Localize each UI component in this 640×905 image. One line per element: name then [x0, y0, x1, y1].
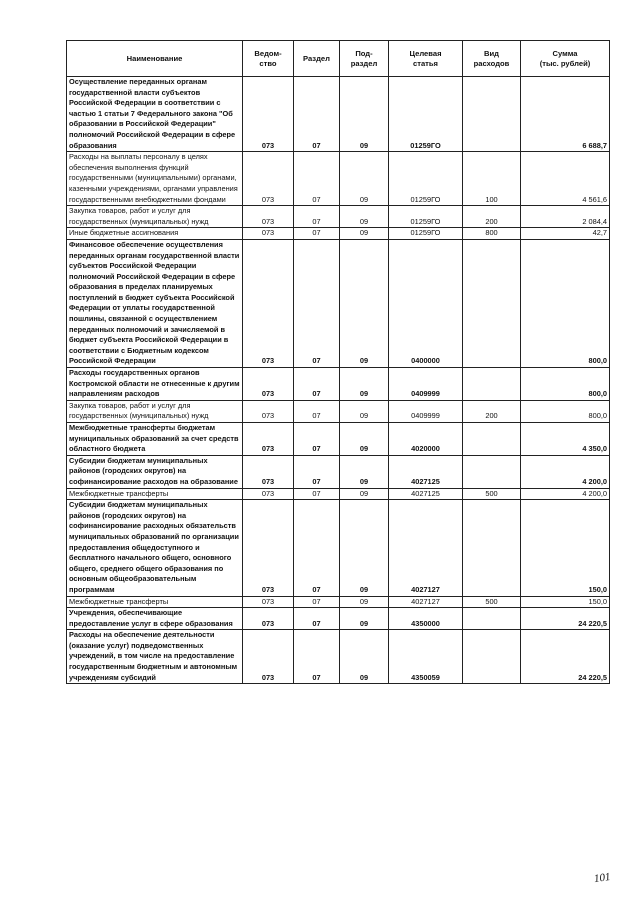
cell-section: 07	[294, 596, 340, 608]
table-body	[67, 77, 610, 684]
cell-name: Осуществление переданных органам государственной власти субъектов Российской Федерации в соответствии с частью 1 статьи 7 Федерального закона "Об образовании в Российской Федерации" полномочий Российской Федерации в сфере образования	[67, 77, 243, 152]
cell-sum: 42,7	[521, 228, 610, 240]
cell-sum: 150,0	[521, 596, 610, 608]
header-dept: Ведом- ство	[243, 41, 294, 77]
cell-section: 07	[294, 152, 340, 206]
table-row	[67, 455, 610, 488]
cell-sum: 150,0	[521, 500, 610, 596]
cell-subsection: 09	[340, 152, 389, 206]
cell-section: 07	[294, 77, 340, 152]
cell-exptype	[463, 500, 521, 596]
cell-exptype	[463, 630, 521, 684]
cell-exptype	[463, 455, 521, 488]
cell-target: 4020000	[389, 423, 463, 456]
cell-target: 4027125	[389, 488, 463, 500]
cell-dept: 073	[243, 630, 294, 684]
cell-name: Расходы государственных органов Костромской области не отнесенные к другим направлениям расходов	[67, 368, 243, 401]
cell-subsection: 09	[340, 630, 389, 684]
cell-dept: 073	[243, 368, 294, 401]
table-row	[67, 152, 610, 206]
cell-exptype: 500	[463, 488, 521, 500]
cell-target: 0400000	[389, 239, 463, 367]
table-row	[67, 368, 610, 401]
table-row	[67, 630, 610, 684]
cell-exptype	[463, 608, 521, 630]
cell-name: Межбюджетные трансферты	[67, 596, 243, 608]
header-row	[67, 41, 610, 77]
cell-exptype	[463, 423, 521, 456]
cell-target: 4027125	[389, 455, 463, 488]
cell-dept: 073	[243, 455, 294, 488]
cell-exptype: 500	[463, 596, 521, 608]
cell-name: Учреждения, обеспечивающие предоставление услуг в сфере образования	[67, 608, 243, 630]
cell-dept: 073	[243, 228, 294, 240]
cell-subsection: 09	[340, 608, 389, 630]
cell-target: 01259ГО	[389, 228, 463, 240]
cell-target: 01259ГО	[389, 152, 463, 206]
cell-target: 0409999	[389, 400, 463, 422]
cell-name: Расходы на выплаты персоналу в целях обеспечения выполнения функций государственными (муниципальными) органами, казенными учреждениями, органами управления государственными внебюджетными фондами	[67, 152, 243, 206]
cell-name: Субсидии бюджетам муниципальных районов (городских округов) на софинансирование расходов на образование	[67, 455, 243, 488]
table-row	[67, 488, 610, 500]
cell-section: 07	[294, 455, 340, 488]
cell-sum: 800,0	[521, 239, 610, 367]
table-row	[67, 608, 610, 630]
cell-sum: 4 200,0	[521, 488, 610, 500]
cell-subsection: 09	[340, 423, 389, 456]
cell-subsection: 09	[340, 239, 389, 367]
cell-dept: 073	[243, 152, 294, 206]
cell-sum: 24 220,5	[521, 630, 610, 684]
cell-target: 4350059	[389, 630, 463, 684]
cell-dept: 073	[243, 77, 294, 152]
table-row	[67, 596, 610, 608]
cell-dept: 073	[243, 608, 294, 630]
cell-dept: 073	[243, 500, 294, 596]
cell-dept: 073	[243, 488, 294, 500]
cell-target: 01259ГО	[389, 77, 463, 152]
cell-section: 07	[294, 423, 340, 456]
cell-subsection: 09	[340, 596, 389, 608]
cell-section: 07	[294, 608, 340, 630]
header-name: Наименование	[67, 41, 243, 77]
cell-dept: 073	[243, 400, 294, 422]
cell-section: 07	[294, 206, 340, 228]
table-row	[67, 206, 610, 228]
cell-exptype	[463, 239, 521, 367]
table-row	[67, 239, 610, 367]
cell-exptype	[463, 368, 521, 401]
cell-section: 07	[294, 488, 340, 500]
cell-subsection: 09	[340, 206, 389, 228]
table-row	[67, 400, 610, 422]
cell-subsection: 09	[340, 77, 389, 152]
page-number: 101	[593, 870, 612, 886]
cell-subsection: 09	[340, 400, 389, 422]
header-subsection: Под- раздел	[340, 41, 389, 77]
cell-name: Закупка товаров, работ и услуг для государственных (муниципальных) нужд	[67, 206, 243, 228]
cell-target: 4027127	[389, 500, 463, 596]
cell-dept: 073	[243, 239, 294, 367]
header-section: Раздел	[294, 41, 340, 77]
cell-sum: 6 688,7	[521, 77, 610, 152]
cell-name: Закупка товаров, работ и услуг для государственных (муниципальных) нужд	[67, 400, 243, 422]
cell-section: 07	[294, 239, 340, 367]
cell-sum: 4 350,0	[521, 423, 610, 456]
cell-section: 07	[294, 500, 340, 596]
cell-subsection: 09	[340, 228, 389, 240]
cell-exptype: 200	[463, 206, 521, 228]
cell-target: 01259ГО	[389, 206, 463, 228]
table-row	[67, 228, 610, 240]
cell-sum: 2 084,4	[521, 206, 610, 228]
header-target: Целевая статья	[389, 41, 463, 77]
cell-exptype	[463, 77, 521, 152]
cell-subsection: 09	[340, 368, 389, 401]
cell-section: 07	[294, 228, 340, 240]
cell-subsection: 09	[340, 455, 389, 488]
cell-exptype: 800	[463, 228, 521, 240]
cell-target: 4027127	[389, 596, 463, 608]
header-exptype: Вид расходов	[463, 41, 521, 77]
cell-name: Межбюджетные трансферты	[67, 488, 243, 500]
table-row	[67, 77, 610, 152]
cell-sum: 4 200,0	[521, 455, 610, 488]
cell-name: Субсидии бюджетам муниципальных районов (городских округов) на софинансирование расходных обязательств муниципальных образований по организации предоставления общедоступного и бесплатного начального общего, основного общего, среднего общего образования по основным общеобразовательным программам	[67, 500, 243, 596]
cell-name: Межбюджетные трансферты бюджетам муниципальных образований за счет средств областного бюджета	[67, 423, 243, 456]
cell-exptype: 100	[463, 152, 521, 206]
cell-name: Расходы на обеспечение деятельности (оказание услуг) подведомственных учреждений, в том числе на предоставление государственным бюджетным и автономным учреждениям субсидий	[67, 630, 243, 684]
cell-sum: 800,0	[521, 368, 610, 401]
cell-dept: 073	[243, 423, 294, 456]
cell-exptype: 200	[463, 400, 521, 422]
table-row	[67, 500, 610, 596]
cell-section: 07	[294, 368, 340, 401]
cell-section: 07	[294, 400, 340, 422]
table-row	[67, 423, 610, 456]
cell-dept: 073	[243, 596, 294, 608]
header-sum: Сумма (тыс. рублей)	[521, 41, 610, 77]
cell-sum: 800,0	[521, 400, 610, 422]
cell-target: 0409999	[389, 368, 463, 401]
cell-sum: 4 561,6	[521, 152, 610, 206]
budget-table	[66, 40, 610, 684]
cell-name: Финансовое обеспечение осуществления переданных органам государственной власти субъектов Российской Федерации полномочий Российской Федерации в сфере образования в пределах планируемых поступлений в бюджет субъекта Российской Федерации от уплаты государственной пошлины, связанной с осуществлением переданных полномочий и зачисляемой в бюджет субъекта Российской Федерации в соответствии с Бюджетным кодексом Российской Федерации	[67, 239, 243, 367]
cell-dept: 073	[243, 206, 294, 228]
cell-name: Иные бюджетные ассигнования	[67, 228, 243, 240]
cell-sum: 24 220,5	[521, 608, 610, 630]
cell-target: 4350000	[389, 608, 463, 630]
cell-subsection: 09	[340, 488, 389, 500]
cell-subsection: 09	[340, 500, 389, 596]
cell-section: 07	[294, 630, 340, 684]
